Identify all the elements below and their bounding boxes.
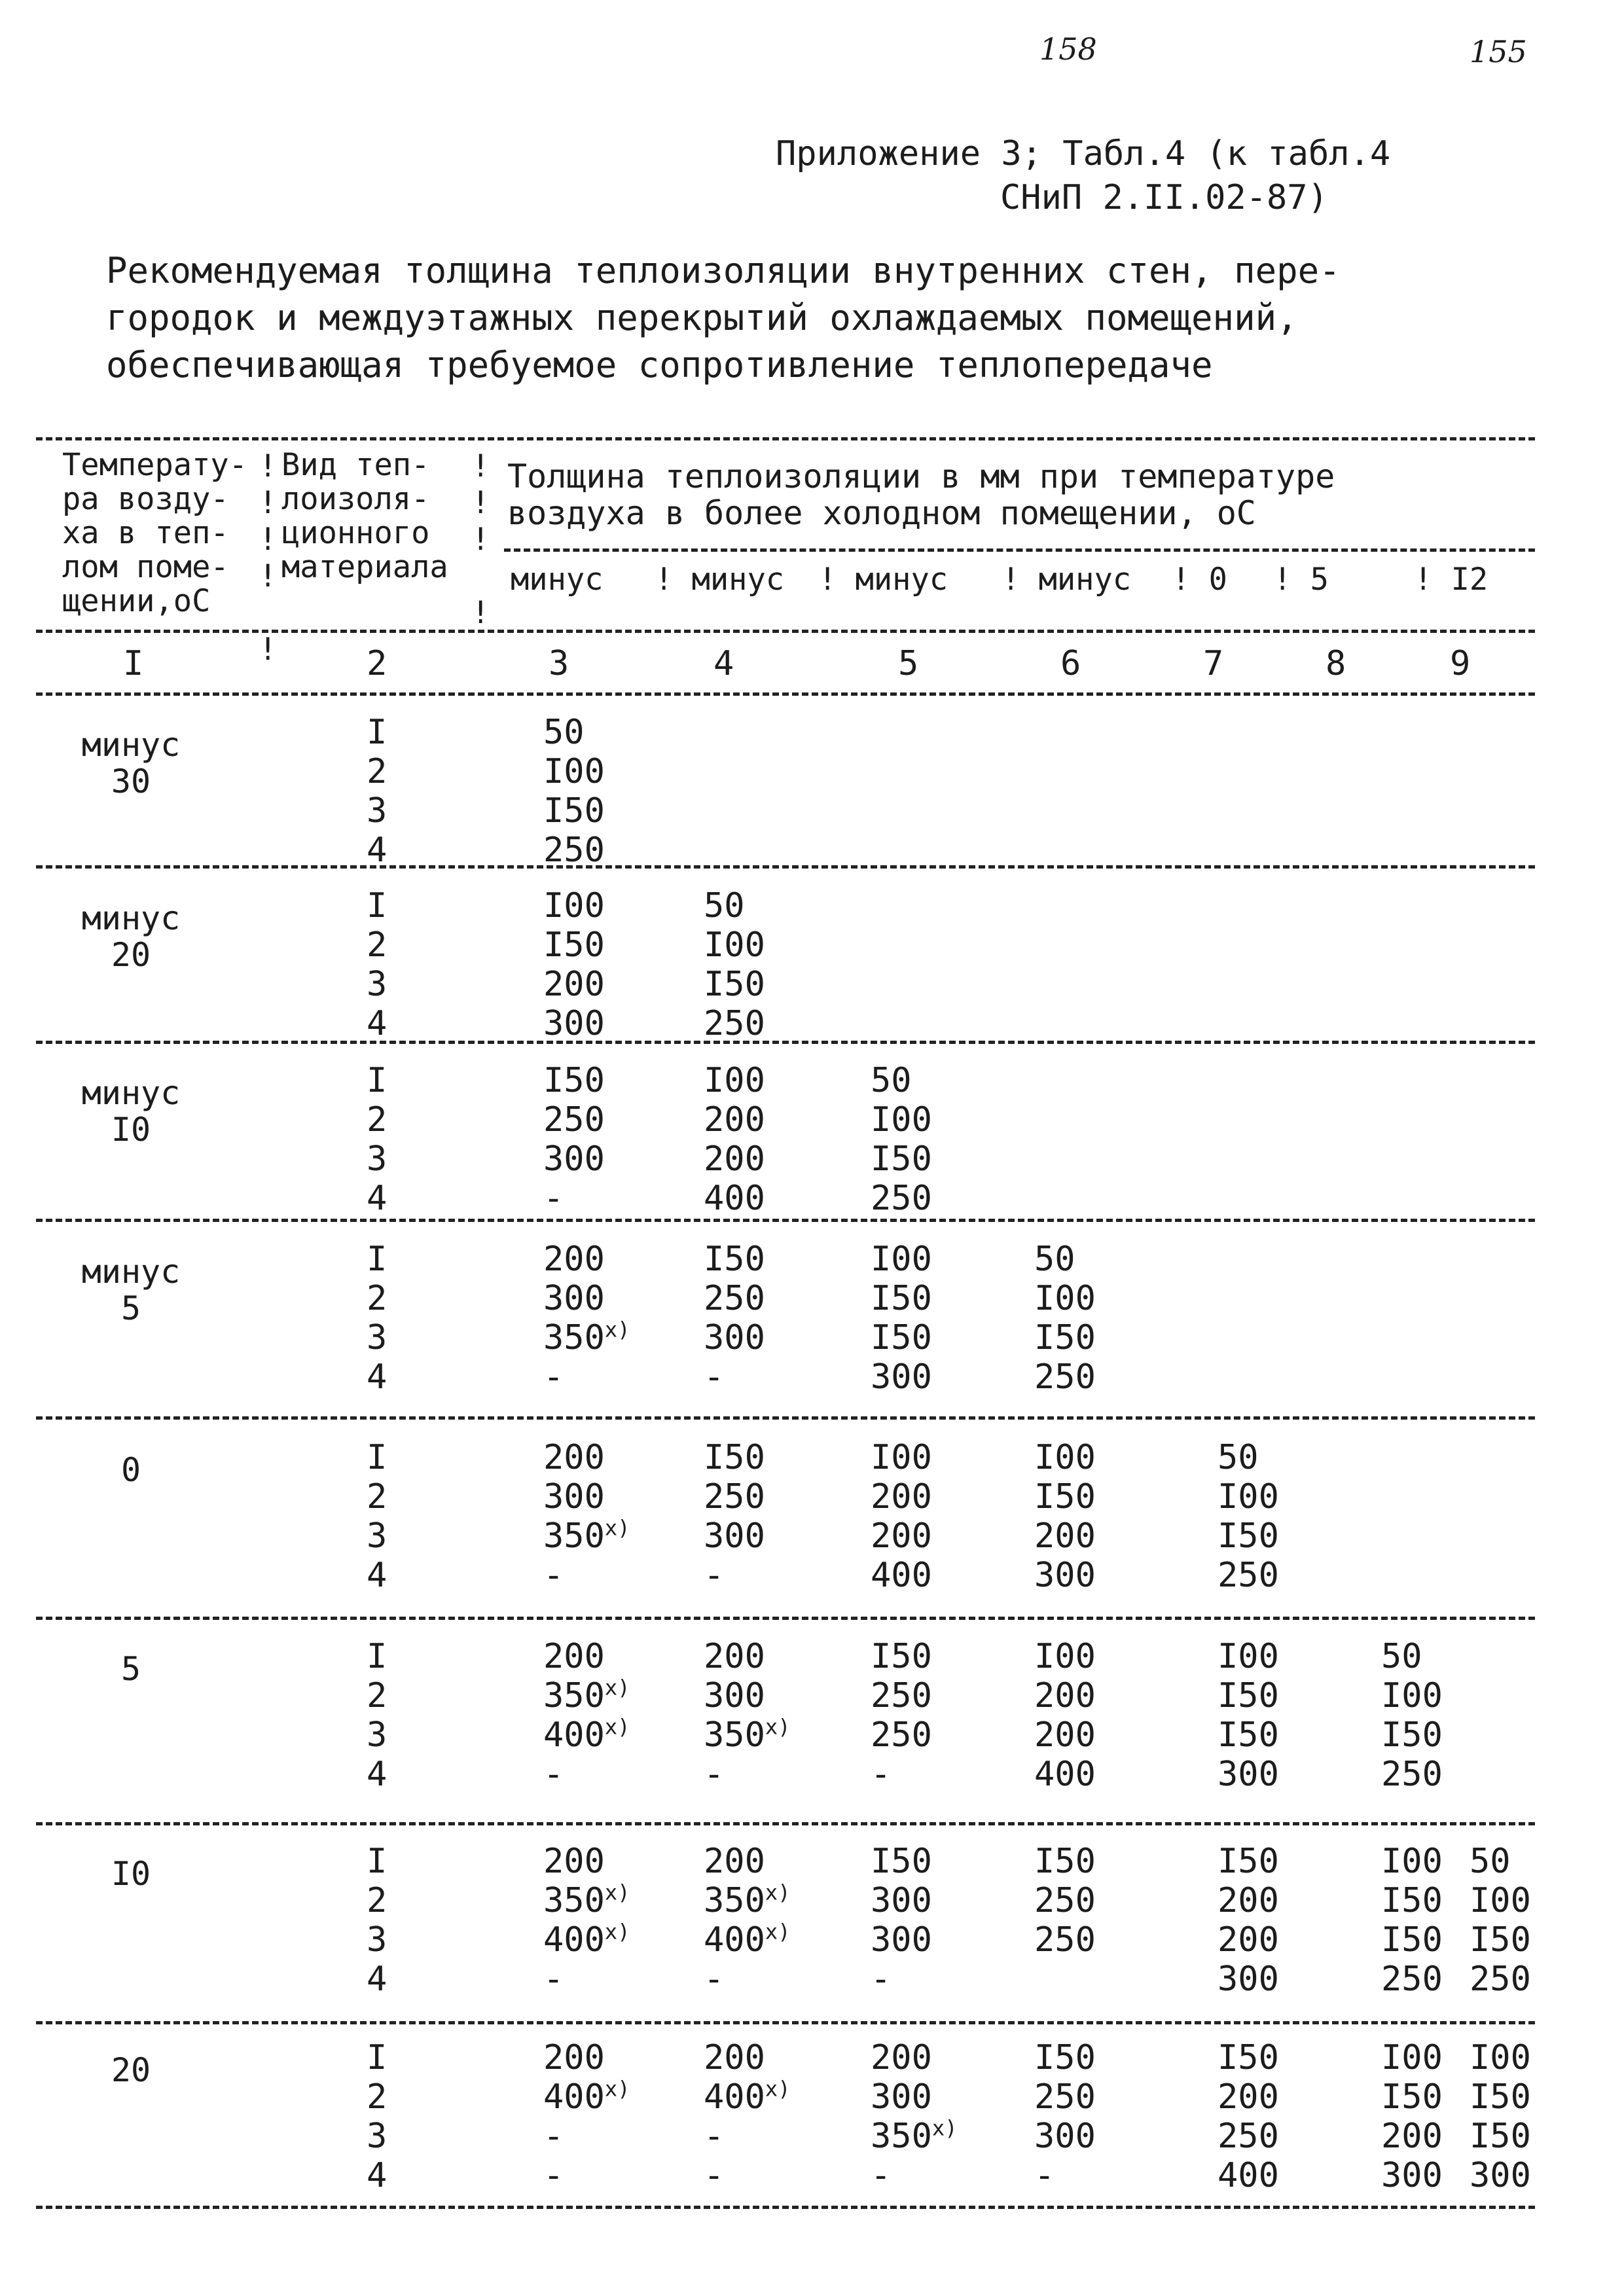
cell-material-type: I [367,713,388,752]
cell-thickness-value: 400 [1218,2156,1279,2195]
cell-material-type: I [367,1061,388,1100]
header-line: ра возду- [62,481,229,517]
cell-material-type: 4 [367,2156,388,2195]
cell-thickness-value: - [543,1755,564,1794]
cell-thickness-value: 250 [871,1715,932,1755]
cell-thickness-value: 200 [1034,1516,1096,1556]
cell-thickness-value: I50 [871,1279,932,1318]
col-number-1: I [123,644,144,683]
cell-thickness-value: 300 [871,2077,932,2117]
cell-thickness-value: 350$^{x)}$ [543,1317,630,1357]
cell-thickness-value: 350$^{x)}$ [704,1714,791,1755]
cell-material-type: 3 [367,1715,388,1755]
cell-material-type: 3 [367,1920,388,1960]
cell-thickness-value: I50 [871,1637,932,1676]
col-number-8: 8 [1326,644,1346,683]
cell-thickness-value: I50 [1218,1676,1279,1715]
cell-thickness-value: 50 [871,1061,912,1100]
cell-thickness-value: - [704,1556,725,1595]
cell-thickness-value: - [543,1179,564,1218]
footnote-mark: x) [765,1880,791,1905]
cell-material-type: I [367,1637,388,1676]
cell-thickness-value: 250 [543,1100,605,1139]
footnote-mark: x) [604,1515,630,1541]
cell-material-type: I [367,1842,388,1881]
cell-thickness-value: I00 [1381,2038,1443,2077]
col-number-9: 9 [1450,644,1471,683]
group-divider [36,2021,1535,2024]
cell-material-type: 2 [367,1477,388,1516]
appendix-line-2: СНиП 2.II.02-87) [1000,178,1328,217]
footnote-mark: x) [604,1675,630,1700]
cell-thickness-value: 250 [871,1676,932,1715]
footnote-mark: x) [765,2076,791,2102]
cell-thickness-value: 250 [1034,1920,1096,1960]
cell-thickness-value: 400$^{x)}$ [543,1714,630,1755]
cell-thickness-value: I50 [871,1842,932,1881]
cell-thickness-value: 200 [871,2038,932,2077]
subheader-col-6: ! минус [1001,562,1132,598]
cell-thickness-value: I50 [1470,2077,1531,2117]
cell-thickness-value: 300 [543,1477,605,1516]
cell-thickness-value: 400$^{x)}$ [543,1919,630,1960]
column-separator: ! ! ! ! ! [259,448,278,668]
cell-thickness-value: 300 [1218,1755,1279,1794]
cell-material-type: 3 [367,1139,388,1179]
cell-material-type: I [367,1438,388,1477]
subheader-label: минус [691,562,785,598]
cell-thickness-value: 200 [543,1842,605,1881]
cell-thickness-value: I50 [1381,1881,1443,1920]
cell-thickness-value: I50 [1218,1516,1279,1556]
header-line: Вид теп- [281,447,430,483]
cell-thickness-value: 250 [704,1477,765,1516]
cell-thickness-value: 200 [704,1637,765,1676]
cell-thickness-value: 200 [1381,2117,1443,2156]
cell-thickness-value: - [704,1755,725,1794]
cell-thickness-value: - [1034,2156,1055,2195]
cell-thickness-value: 200 [1218,2077,1279,2117]
group-divider [36,1219,1535,1222]
appendix-line-1: Приложение 3; Табл.4 (к табл.4 [776,134,1391,173]
cell-thickness-value: 50 [543,713,585,752]
cell-thickness-value: 200 [543,1637,605,1676]
header-line: Толщина теплоизоляции в мм при температуре [507,457,1335,495]
col-number-6: 6 [1060,644,1081,683]
footnote-mark: x) [604,1919,630,1945]
col-number-7: 7 [1203,644,1224,683]
cell-thickness-value: 350$^{x)}$ [704,1880,791,1920]
cell-thickness-value: I50 [704,1438,765,1477]
header-line: материала [281,549,448,585]
cell-material-type: 2 [367,752,388,791]
group-divider [36,1041,1535,1044]
cell-material-type: 2 [367,1676,388,1715]
cell-thickness-value: I00 [1034,1438,1096,1477]
cell-thickness-value: I00 [1218,1477,1279,1516]
cell-thickness-value: 350$^{x)}$ [543,1515,630,1556]
row-temperature-label: I0 [111,1855,151,1893]
title-line: обеспечивающая требуемое сопротивление теплопередаче [106,344,1213,386]
cell-thickness-value: - [543,1556,564,1595]
header-sub-rule [504,548,1535,552]
cell-thickness-value: 250 [1218,2117,1279,2156]
cell-material-type: I [367,886,388,925]
cell-thickness-value: I50 [704,965,765,1004]
cell-thickness-value: 400$^{x)}$ [704,2076,791,2117]
cell-thickness-value: I00 [704,925,765,965]
document-title [106,247,1507,389]
cell-thickness-value: 250 [704,1004,765,1043]
cell-thickness-value: 50 [704,886,745,925]
cell-thickness-value: I50 [704,1240,765,1279]
header-col-material [281,448,448,584]
subheader-label: 5 [1310,562,1329,598]
cell-thickness-value: - [871,1960,892,1999]
cell-thickness-value: 200 [543,965,605,1004]
cell-thickness-value: I00 [1034,1279,1096,1318]
cell-material-type: 3 [367,2117,388,2156]
page-number-right: 155 [1470,34,1527,69]
cell-thickness-value: I00 [871,1100,932,1139]
cell-thickness-value: 250 [1381,1755,1443,1794]
cell-material-type: 2 [367,1279,388,1318]
cell-thickness-value: 50 [1218,1438,1259,1477]
column-separator: ! ! ! ! [471,448,490,631]
cell-material-type: 2 [367,925,388,965]
cell-thickness-value: I50 [871,1139,932,1179]
cell-thickness-value: 200 [871,1516,932,1556]
header-line: воздуха в более холодном помещении, оС [507,494,1256,532]
cell-material-type: 4 [367,1179,388,1218]
table-bottom-rule [36,2206,1535,2209]
cell-thickness-value: I00 [543,752,605,791]
subheader-col-7: ! 0 [1172,562,1227,598]
footnote-mark: x) [931,2115,958,2141]
cell-thickness-value: 350$^{x)}$ [871,2115,958,2156]
cell-thickness-value: I50 [543,1061,605,1100]
cell-thickness-value: 300 [1381,2156,1443,2195]
cell-material-type: 4 [367,1556,388,1595]
cell-thickness-value: I00 [1470,1881,1531,1920]
cell-thickness-value: 350$^{x)}$ [543,1880,630,1920]
footnote-mark: x) [765,1714,791,1740]
cell-thickness-value: 50 [1381,1637,1422,1676]
row-temperature-label: 20 [111,2051,151,2089]
cell-thickness-value: 300 [704,1318,765,1357]
cell-material-type: 2 [367,2077,388,2117]
cell-thickness-value: I50 [1218,2038,1279,2077]
cell-thickness-value: 300 [871,1881,932,1920]
row-temperature-label: минус 5 [81,1253,181,1327]
cell-thickness-value: I50 [1381,1715,1443,1755]
col-number-2: 2 [367,644,388,683]
cell-thickness-value: I50 [1470,1920,1531,1960]
title-line: городок и междуэтажных перекрытий охлаждаемых помещений, [106,297,1298,338]
cell-material-type: 3 [367,1318,388,1357]
cell-thickness-value: I50 [1034,1842,1096,1881]
cell-thickness-value: 50 [1470,1842,1511,1881]
cell-thickness-value: 250 [1470,1960,1531,1999]
cell-material-type: 2 [367,1100,388,1139]
col-number-3: 3 [549,644,569,683]
cell-thickness-value: 200 [1218,1920,1279,1960]
cell-thickness-value: - [871,2156,892,2195]
cell-thickness-value: 300 [1470,2156,1531,2195]
header-line: Температу- [62,447,247,483]
subheader-label: минус [1038,562,1132,598]
cell-thickness-value: 200 [704,2038,765,2077]
cell-thickness-value: 300 [871,1920,932,1960]
cell-thickness-value: I00 [704,1061,765,1100]
page-number-left: 158 [1039,31,1097,67]
cell-thickness-value: 250 [704,1279,765,1318]
cell-thickness-value: 400$^{x)}$ [543,2076,630,2117]
cell-thickness-value: 200 [543,2038,605,2077]
row-temperature-label: 5 [120,1650,141,1688]
cell-thickness-value: - [704,1357,725,1397]
cell-thickness-value: 200 [704,1100,765,1139]
cell-thickness-value: 200 [704,1842,765,1881]
cell-thickness-value: 300 [1034,1556,1096,1595]
cell-thickness-value: 250 [543,831,605,870]
cell-thickness-value: 50 [1034,1240,1075,1279]
cell-thickness-value: 350$^{x)}$ [543,1675,630,1715]
cell-thickness-value: 200 [543,1240,605,1279]
subheader-col-4: ! минус [655,562,785,598]
cell-thickness-value: 200 [871,1477,932,1516]
cell-thickness-value: - [543,1357,564,1397]
cell-thickness-value: 300 [1034,2117,1096,2156]
cell-thickness-value: - [543,2117,564,2156]
footnote-mark: x) [604,1880,630,1905]
cell-thickness-value: 300 [543,1279,605,1318]
cell-thickness-value: 300 [543,1004,605,1043]
subheader-col-5: ! минус [818,562,948,598]
cell-thickness-value: 200 [1034,1676,1096,1715]
subheader-col-3: минус [511,562,604,598]
cell-thickness-value: I00 [543,886,605,925]
row-temperature-label: минус 30 [81,726,181,800]
cell-thickness-value: I50 [1381,1920,1443,1960]
colnum-bottom-rule [36,692,1535,696]
header-span-thickness [507,458,1335,531]
cell-thickness-value: - [704,2117,725,2156]
cell-thickness-value: 250 [1034,1357,1096,1397]
cell-material-type: 3 [367,1516,388,1556]
subheader-label: I2 [1451,562,1489,598]
cell-material-type: I [367,2038,388,2077]
header-line: лом поме- [62,549,229,585]
cell-thickness-value: I00 [1470,2038,1531,2077]
title-line: Рекомендуемая толщина теплоизоляции внутренних стен, пере- [106,250,1341,291]
cell-thickness-value: I50 [1034,1477,1096,1516]
cell-thickness-value: I50 [1034,1318,1096,1357]
cell-thickness-value: I50 [871,1318,932,1357]
cell-thickness-value: 400 [871,1556,932,1595]
group-divider [36,1822,1535,1825]
cell-material-type: 4 [367,831,388,870]
cell-thickness-value: 200 [704,1139,765,1179]
cell-thickness-value: 250 [871,1179,932,1218]
cell-thickness-value: 250 [1218,1556,1279,1595]
cell-thickness-value: - [704,2156,725,2195]
col-number-5: 5 [898,644,919,683]
col-number-4: 4 [713,644,734,683]
row-temperature-label: минус I0 [81,1074,181,1149]
cell-thickness-value: - [543,2156,564,2195]
cell-thickness-value: I00 [871,1438,932,1477]
footnote-mark: x) [604,2076,630,2102]
group-divider [36,1617,1535,1620]
cell-material-type: 4 [367,1960,388,1999]
cell-material-type: 4 [367,1004,388,1043]
footnote-mark: x) [765,1919,791,1945]
cell-thickness-value: 400$^{x)}$ [704,1919,791,1960]
table-top-rule [36,437,1535,440]
header-line: ционного [281,515,430,551]
cell-thickness-value: I50 [1034,2038,1096,2077]
cell-material-type: 2 [367,1881,388,1920]
cell-thickness-value: I50 [1218,1715,1279,1755]
cell-thickness-value: 200 [1034,1715,1096,1755]
footnote-mark: x) [604,1714,630,1740]
cell-material-type: 3 [367,965,388,1004]
cell-thickness-value: I00 [1218,1637,1279,1676]
cell-thickness-value: 200 [543,1438,605,1477]
cell-thickness-value: I50 [543,925,605,965]
cell-thickness-value: 300 [1218,1960,1279,1999]
cell-thickness-value: 300 [871,1357,932,1397]
row-temperature-label: 0 [120,1451,141,1489]
cell-thickness-value: 400 [704,1179,765,1218]
cell-thickness-value: 250 [1034,1881,1096,1920]
cell-thickness-value: I00 [1381,1676,1443,1715]
cell-thickness-value: - [543,1960,564,1999]
cell-thickness-value: I50 [1381,2077,1443,2117]
group-divider [36,1416,1535,1420]
cell-thickness-value: - [704,1960,725,1999]
header-line: щении,оС [62,583,211,619]
subheader-label: 0 [1208,562,1227,598]
cell-material-type: I [367,1240,388,1279]
subheader-label: минус [855,562,948,598]
header-line: ха в теп- [62,515,229,551]
cell-thickness-value: 400 [1034,1755,1096,1794]
cell-material-type: 4 [367,1755,388,1794]
cell-thickness-value: I50 [543,791,605,831]
subheader-col-9: ! I2 [1414,562,1489,598]
cell-thickness-value: I00 [1381,1842,1443,1881]
cell-thickness-value: I00 [1034,1637,1096,1676]
cell-thickness-value: 200 [1218,1881,1279,1920]
footnote-mark: x) [604,1317,630,1342]
cell-thickness-value: 300 [543,1139,605,1179]
subheader-col-8: ! 5 [1273,562,1329,598]
cell-material-type: 4 [367,1357,388,1397]
cell-thickness-value: 250 [1381,1960,1443,1999]
cell-thickness-value: 300 [704,1516,765,1556]
header-line: лоизоля- [281,481,430,517]
cell-thickness-value: I50 [1218,1842,1279,1881]
group-divider [36,865,1535,869]
cell-material-type: 3 [367,791,388,831]
row-temperature-label: минус 20 [81,899,181,974]
header-col-temperature [62,448,247,619]
cell-thickness-value: 300 [704,1676,765,1715]
cell-thickness-value: I50 [1470,2117,1531,2156]
cell-thickness-value: I00 [871,1240,932,1279]
cell-thickness-value: 250 [1034,2077,1096,2117]
cell-thickness-value: - [871,1755,892,1794]
